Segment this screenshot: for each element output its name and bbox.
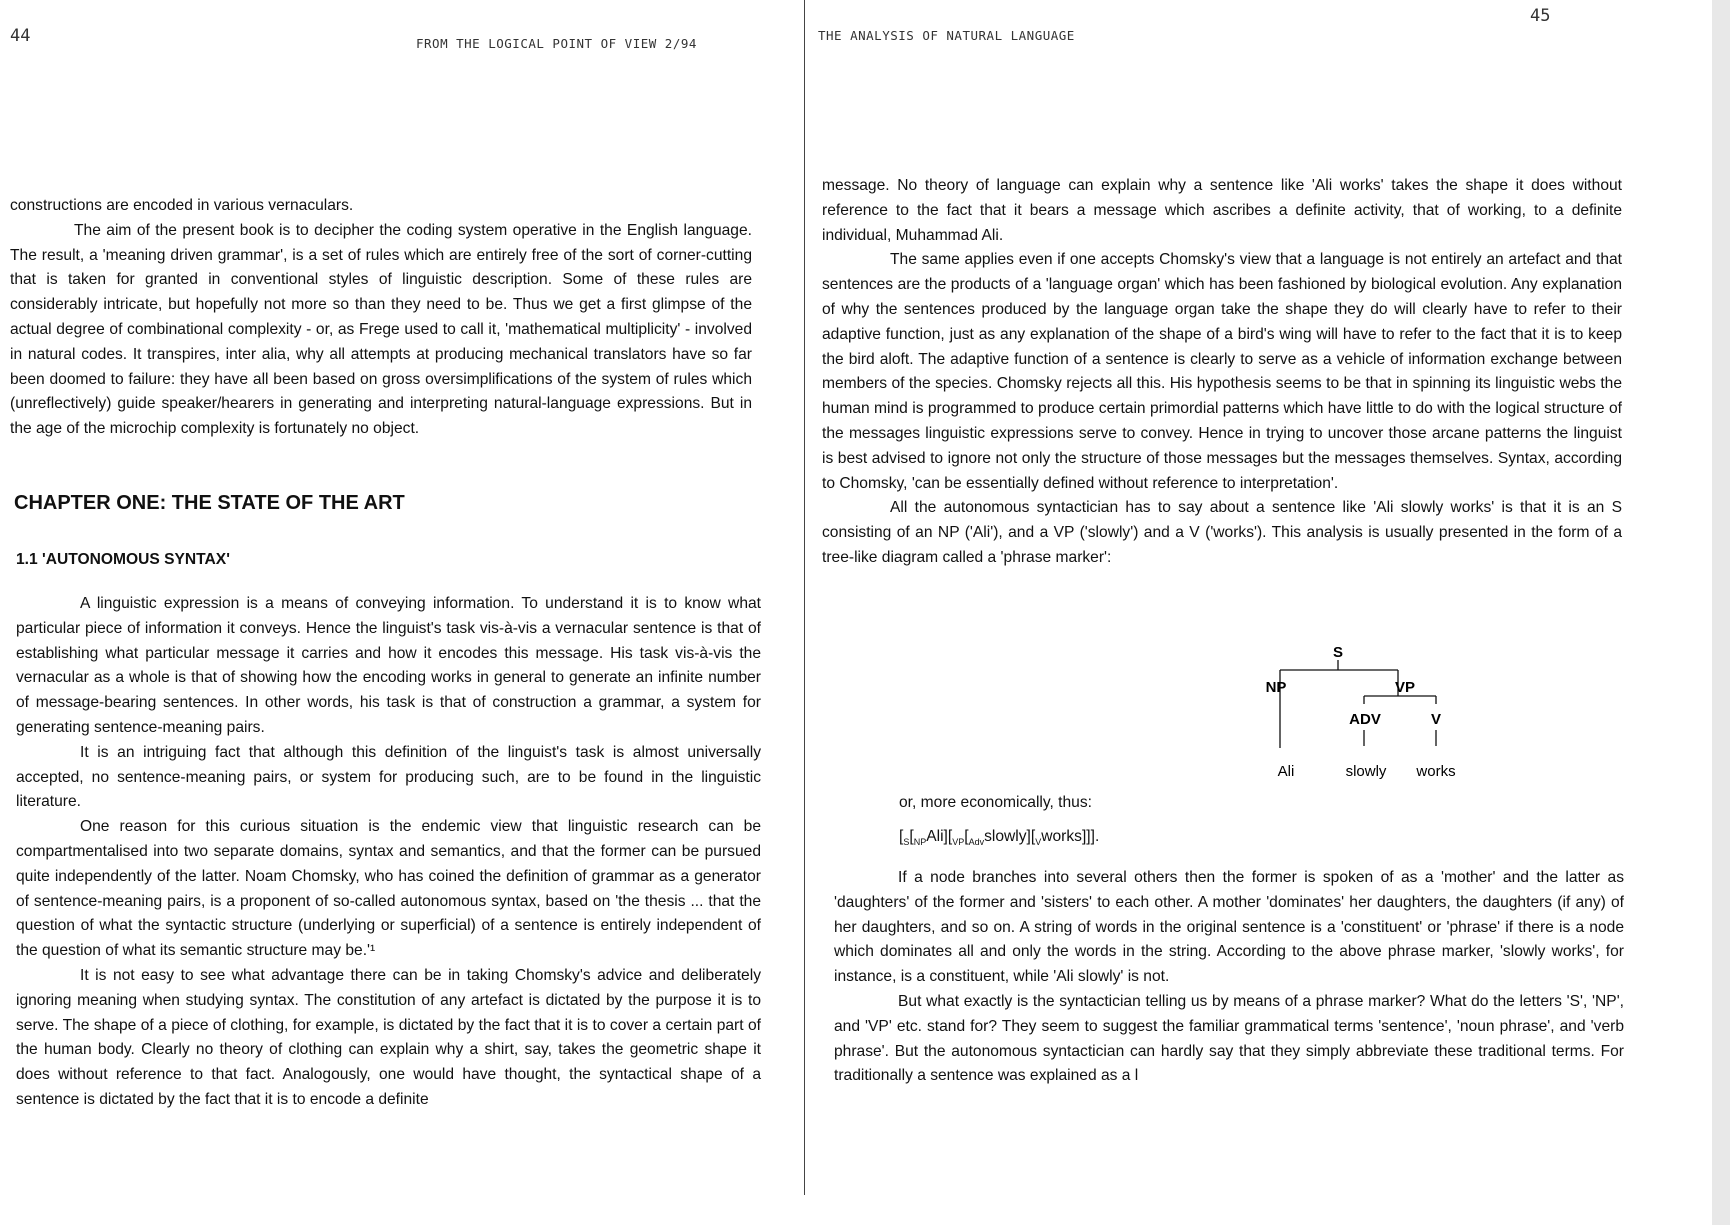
paragraph: It is not easy to see what advantage there can be in taking Chomsky's advice and deliberately ignoring meaning when studying syntax. The constitution of any artefact is dictated by the purpose it is to serve. The shape of a piece of clothing, for example, is dictated by the fact that it is to cover a certain part of the human body. Clearly no theory of clothing can explain why a shirt, say, takes the geometric shape it does without reference to that fact. Analogously, one would have thought, the syntactical shape of a sentence is dictated by the fact that it is to encode a definite [16,966,761,1108]
tree-node-adv: ADV [1349,711,1381,728]
tree-leaf-works: works [1416,763,1456,780]
right-body-top [822,174,1622,571]
bracket-notation: $[_S[_{NP}Ali][_{VP}[_{Adv}slowly][_Vworks]]]$. [899,828,1100,848]
paragraph: message. No theory of language can explain why a sentence like 'Ali works' takes the shape it does without reference to the fact that it bears a message which ascribes a definite activity, that of working, to a definite individual, Muhammad Ali. [822,177,1622,244]
left-page-number: 44 [10,26,31,46]
paragraph: If a node branches into several others then the former is spoken of as a 'mother' and the latter as 'daughters' of the former and 'sisters' to each other. A mother 'dominates' her daughters, the daughters (if any) of her daughters, and so on. A string of words in the original sentence is a 'constituent' or 'phrase' if there is a node which dominates all and only the words in the string. According to the above phrase marker, 'slowly works', for instance, is a constituent, while 'Ali slowly' is not. [834,869,1624,986]
right-page-number: 45 [1530,6,1551,26]
tree-leaf-slowly: slowly [1345,763,1387,780]
tree-node-v: V [1430,711,1442,728]
left-intro [10,194,752,442]
right-body-bottom [834,866,1624,1089]
paragraph: It is an intriguing fact that although this definition of the linguist's task is almost universally accepted, no sentence-meaning pairs, or system for producing such, are to be found in the linguistic literature. [16,743,761,811]
tree-node-np: NP [1265,679,1287,696]
paragraph: But what exactly is the syntactician telling us by means of a phrase marker? What do the letters 'S', 'NP', and 'VP' etc. stand for? They seem to suggest the familiar grammatical terms 'sentence', 'noun phrase', and 'verb phrase'. But the autonomous syntactician can hardly say that they simply abbreviate these traditional terms. For traditionally a sentence was explained as a l [834,992,1624,1085]
paragraph: The same applies even if one accepts Chomsky's view that a language is not entirely an artefact and that sentences are the products of a 'language organ' which has been fashioned by biological evolution. Any explanation of why the sentences produced by the language organ take the shape they do will clearly have to refer to their adaptive function, just as any explanation of the shape of a bird's wing will have to refer to the fact that it is to keep the bird aloft. The adaptive function of a sentence is clearly to serve as a vehicle of information exchange between members of the species. Chomsky rejects all this. His hypothesis seems to be that in spinning its linguistic webs the human mind is programmed to produce certain primordial patterns which have little to do with the logical structure of the messages linguistic expressions serve to convey. Hence in trying to uncover those arcane patterns the linguist is best advised to ignore not only the structure of those messages but the messages themselves. Syntax, according to Chomsky, 'can be essentially defined without reference to interpretation'. [822,251,1622,492]
left-body [16,592,761,1113]
chapter-title: CHAPTER ONE: THE STATE OF THE ART [14,492,405,514]
left-running-head: FROM THE LOGICAL POINT OF VIEW 2/94 [416,36,697,51]
economic-intro: or, more economically, thus: [899,794,1092,811]
tree-node-s: S [1332,644,1344,661]
paragraph: The aim of the present book is to decipher the coding system operative in the English language. The result, a 'meaning driven grammar', is a set of rules which are entirely free of the sort of corner-cutting that is taken for granted in conventional styles of linguistic description. Some of these rules are considerably intricate, but hopefully not more so than they need to be. Thus we get a first glimpse of the actual degree of combinational complexity - or, as Frege used to call it, 'mathematical multiplicity' - involved in natural codes. It transpires, inter alia, why all attempts at producing mechanical translators have so far been doomed to failure: they have all been based on gross oversimplifications of the system of rules which (unreflectively) guide speaker/hearers in generating and interpreting natural-language expressions. But in the age of the microchip complexity is fortunately no object. [10,221,752,438]
tree-node-vp: VP [1394,679,1416,696]
paragraph: A linguistic expression is a means of conveying information. To understand it is to know what particular piece of information it conveys. Hence the linguist's task vis-à-vis a vernacular sentence is that of establishing what particular message it carries and how it encodes this message. His task vis-à-vis the vernacular as a whole is that of showing how the encoding works in general to generate an infinite number of message-bearing sentences. In other words, his task is that of construction a grammar, a system for generating sentence-meaning pairs. [16,595,761,736]
phrase-marker-tree [1250,640,1490,790]
right-page [800,0,1730,1225]
paragraph: constructions are encoded in various vernaculars. [10,197,354,214]
right-running-head: THE ANALYSIS OF NATURAL LANGUAGE [818,28,1075,43]
section-title: 1.1 'AUTONOMOUS SYNTAX' [16,551,230,568]
book-edge-shadow [1712,0,1730,1225]
paragraph: All the autonomous syntactician has to say about a sentence like 'Ali slowly works' is that it is an S consisting of an NP ('Ali'), and a VP ('slowly') and a V ('works'). This analysis is usually presented in the form of a tree-like diagram called a 'phrase marker': [822,499,1622,566]
tree-leaf-ali: Ali [1277,763,1295,780]
paragraph: One reason for this curious situation is the endemic view that linguistic research can be compartmentalised into two separate domains, syntax and semantics, and that the former can be pursued quite independently of the latter. Noam Chomsky, who has coined the definition of grammar as a generator of sentence-meaning pairs, is a proponent of so-called autonomous syntax, based on 'the thesis ... that the question of what the syntactic structure (underlying or superficial) of a sentence is entirely independent of the question of what its semantic structure may be.'¹ [16,818,761,960]
left-page [0,0,800,1225]
